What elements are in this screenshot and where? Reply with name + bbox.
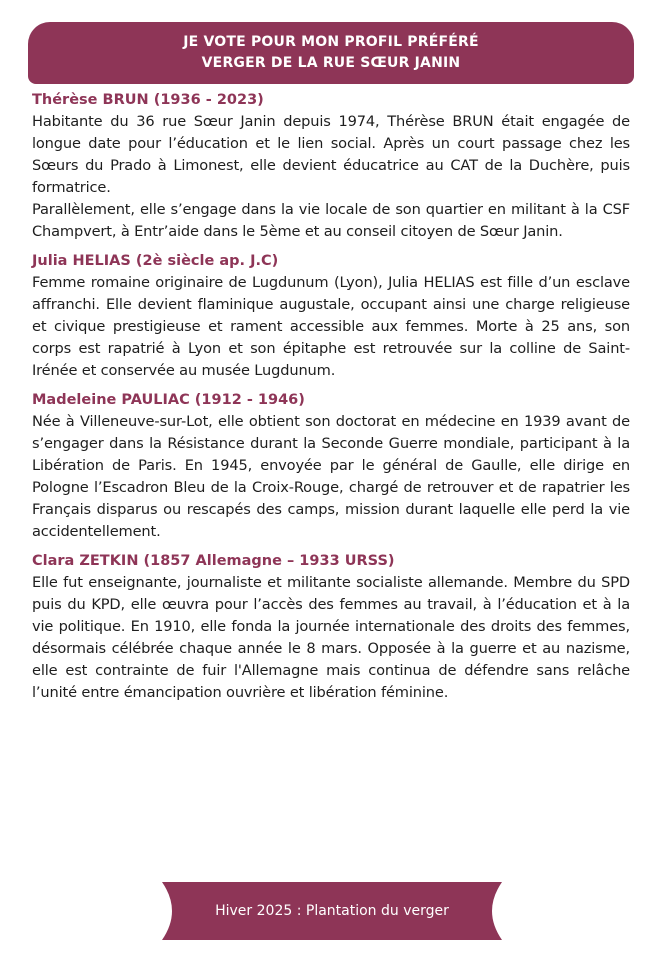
profile-description: Elle fut enseignante, journaliste et militante socialiste allemande. Membre du SPD puis du KPD, elle œuvra pour l’accès des femmes au travail, à l’éducation et à la vie politique. En 1910, elle fonda la journée internationale des droits des femmes, désormais célébrée chaque année le 8 mars. Opposée à la guerre et au nazisme, elle est contrainte de fuir l'Allemagne mais continua de défendre sans relâche l’unité entre émancipation ouvrière et libération féminine. <box>32 574 630 701</box>
footer-ribbon <box>162 882 502 940</box>
profile-entry <box>32 251 630 382</box>
profiles-list <box>32 90 630 712</box>
profile-description: Habitante du 36 rue Sœur Janin depuis 1974, Thérèse BRUN était engagée de longue date pour l’éducation et le lien social. Après un court passage chez les Sœurs du Prado à Limonest, elle devient éducatrice au CAT de la Duchère, puis formatrice. <box>32 113 630 196</box>
profile-description: Parallèlement, elle s’engage dans la vie locale de son quartier en militant à la CSF Champvert, à Entr’aide dans le 5ème et au conseil citoyen de Sœur Janin. <box>32 201 630 240</box>
profile-entry <box>32 390 630 543</box>
profile-name: Clara ZETKIN (1857 Allemagne – 1933 URSS) <box>32 553 395 569</box>
profile-entry <box>32 90 630 243</box>
footer-label: Hiver 2025 : Plantation du verger <box>215 903 449 919</box>
profile-name: Thérèse BRUN (1936 - 2023) <box>32 92 264 108</box>
profile-name: Madeleine PAULIAC (1912 - 1946) <box>32 392 305 408</box>
profile-entry <box>32 551 630 704</box>
profile-name: Julia HELIAS (2è siècle ap. J.C) <box>32 253 279 269</box>
profile-description: Née à Villeneuve-sur-Lot, elle obtient son doctorat en médecine en 1939 avant de s’engager dans la Résistance durant la Seconde Guerre mondiale, participant à la Libération de Paris. En 1945, envoyée par le général de Gaulle, elle dirige en Pologne l’Escadron Bleu de la Croix-Rouge, chargé de retrouver et de rapatrier les Français disparus ou rescapés des camps, mission durant laquelle elle perd la vie accidentellement. <box>32 413 630 540</box>
header-banner <box>28 22 634 84</box>
header-title-line1: JE VOTE POUR MON PROFIL PRÉFÉRÉ <box>183 34 479 50</box>
header-title-line2: VERGER DE LA RUE SŒUR JANIN <box>201 55 461 71</box>
profile-description: Femme romaine originaire de Lugdunum (Lyon), Julia HELIAS est fille d’un esclave affranchi. Elle devient flaminique augustale, occupant ainsi une charge religieuse et civique prestigieuse et rament accessible aux femmes. Morte à 25 ans, son corps est rapatrié à Lyon et son épitaphe est retrouvée sur la colline de Saint-Irénée et conservée au musée Lugdunum. <box>32 274 630 379</box>
